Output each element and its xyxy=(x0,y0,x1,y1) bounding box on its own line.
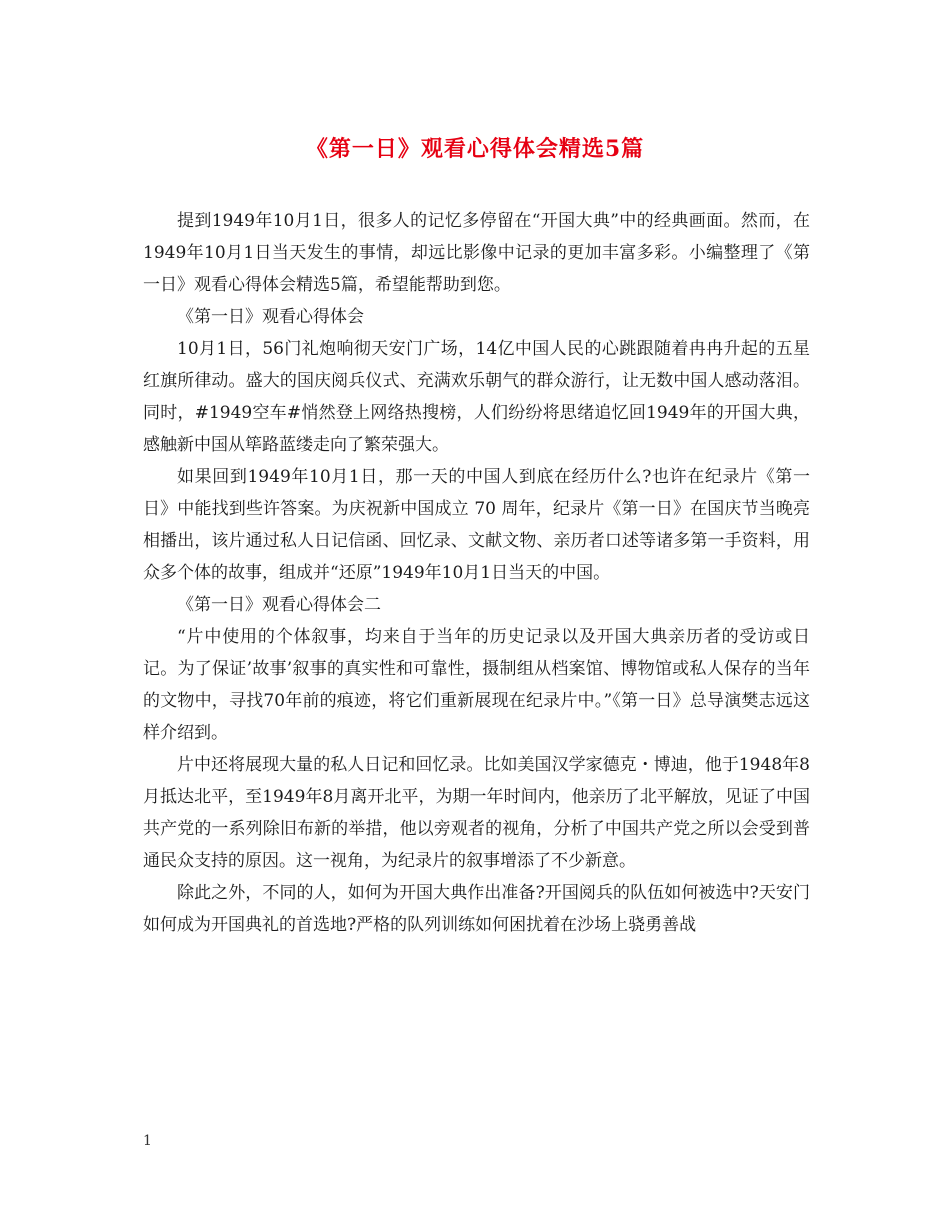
paragraph: “片中使用的个体叙事，均来自于当年的历史记录以及开国大典亲历者的受访或日记。为了保证’故事’叙事的真实性和可靠性，摄制组从档案馆、博物馆或私人保存的当年的文物中，寻找70年前的痕迹，将它们重新展现在纪录片中。”《第一日》总导演樊志远这样介绍到。 xyxy=(143,627,810,743)
paragraph: 除此之外，不同的人，如何为开国大典作出准备?开国阅兵的队伍如何被选中?天安门如何成为开国典礼的首选地?严格的队列训练如何困扰着在沙场上骁勇善战 xyxy=(143,883,810,935)
document-title: 《第一日》观看心得体会精选5篇 xyxy=(305,136,645,162)
section-heading: 《第一日》观看心得体会二 xyxy=(177,595,381,615)
section-heading: 《第一日》观看心得体会 xyxy=(177,307,364,327)
paragraph: 10月1日，56门礼炮响彻天安门广场，14亿中国人民的心跳跟随着冉冉升起的五星红旗所律动。盛大的国庆阅兵仪式、充满欢乐朝气的群众游行，让无数中国人感动落泪。同时，#1949空车#悄然登上网络热搜榜，人们纷纷将思绪追忆回1949年的开国大典，感触新中国从筚路蓝缕走向了繁荣强大。 xyxy=(143,339,810,455)
paragraph: 片中还将展现大量的私人日记和回忆录。比如美国汉学家德克・博迪，他于1948年8月抵达北平，至1949年8月离开北平，为期一年时间内，他亲历了北平解放，见证了中国共产党的一系列除旧布新的举措，他以旁观者的视角，分析了中国共产党之所以会受到普通民众支持的原因。这一视角，为纪录片的叙事增添了不少新意。 xyxy=(143,755,810,871)
document-body xyxy=(143,205,810,941)
paragraph: 提到1949年10月1日，很多人的记忆多停留在“开国大典”中的经典画面。然而，在1949年10月1日当天发生的事情，却远比影像中记录的更加丰富多彩。小编整理了《第一日》观看心得体会精选5篇，希望能帮助到您。 xyxy=(143,211,810,295)
paragraph: 如果回到1949年10月1日，那一天的中国人到底在经历什么?也许在纪录片《第一日》中能找到些许答案。为庆祝新中国成立 70 周年，纪录片《第一日》在国庆节当晚亮相播出，该片通过私人日记信函、回忆录、文献文物、亲历者口述等诸多第一手资料，用众多个体的故事，组成并“还原”1949年10月1日当天的中国。 xyxy=(143,467,810,583)
page-number: 1 xyxy=(143,1133,152,1149)
